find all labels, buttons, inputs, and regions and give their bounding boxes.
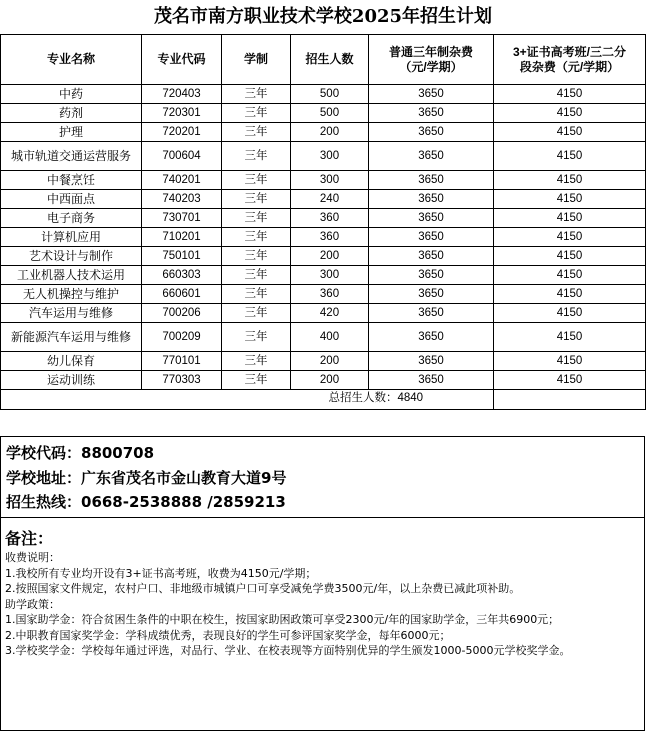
header-fee-cert-line2: 段杂费（元/学期） [519, 59, 620, 74]
table-row [1, 352, 646, 371]
cell-enrollment: 420 [291, 304, 369, 323]
cell-code: 740201 [142, 171, 222, 190]
cell-major: 中西面点 [1, 190, 142, 209]
cell-enrollment: 200 [291, 371, 369, 390]
table-row [1, 304, 646, 323]
cell-duration: 三年 [222, 304, 291, 323]
fee-note-1: 1.我校所有专业均开设有3+证书高考班，收费为4150元/学期； [5, 566, 317, 580]
cell-enrollment: 200 [291, 247, 369, 266]
cell-fee-regular: 3650 [369, 142, 494, 171]
cell-code: 720301 [142, 104, 222, 123]
header-enrollment: 招生人数 [291, 35, 369, 85]
cell-code: 770303 [142, 371, 222, 390]
cell-fee-cert: 4150 [494, 371, 646, 390]
cell-major: 艺术设计与制作 [1, 247, 142, 266]
table-header-row [1, 35, 646, 85]
cell-enrollment: 500 [291, 104, 369, 123]
fee-title: 收费说明： [5, 551, 60, 564]
cell-fee-cert: 4150 [494, 209, 646, 228]
cell-major: 汽车运用与维修 [1, 304, 142, 323]
cell-fee-cert: 4150 [494, 104, 646, 123]
cell-fee-regular: 3650 [369, 228, 494, 247]
table-row [1, 85, 646, 104]
cell-enrollment: 360 [291, 285, 369, 304]
cell-fee-regular: 3650 [369, 171, 494, 190]
cell-code: 740203 [142, 190, 222, 209]
cell-fee-cert: 4150 [494, 142, 646, 171]
cell-enrollment: 200 [291, 352, 369, 371]
total-blank [494, 390, 646, 410]
cell-fee-regular: 3650 [369, 285, 494, 304]
cell-major: 城市轨道交通运营服务 [1, 142, 142, 171]
cell-code: 700209 [142, 323, 222, 352]
table-row [1, 285, 646, 304]
cell-fee-cert: 4150 [494, 171, 646, 190]
notes-block [0, 518, 645, 731]
cell-enrollment: 360 [291, 209, 369, 228]
cell-fee-cert: 4150 [494, 228, 646, 247]
aid-title: 助学政策： [5, 597, 60, 611]
cell-fee-cert: 4150 [494, 266, 646, 285]
notes-heading: 备注： [5, 529, 54, 548]
enrollment-table [0, 34, 646, 410]
cell-fee-regular: 3650 [369, 104, 494, 123]
cell-fee-regular: 3650 [369, 247, 494, 266]
cell-major: 中药 [1, 85, 142, 104]
cell-fee-regular: 3650 [369, 123, 494, 142]
cell-duration: 三年 [222, 104, 291, 123]
page-title: 茂名市南方职业技术学校2025年招生计划 [153, 6, 493, 27]
cell-duration: 三年 [222, 209, 291, 228]
cell-enrollment: 300 [291, 142, 369, 171]
header-major: 专业名称 [1, 35, 142, 85]
cell-enrollment: 300 [291, 266, 369, 285]
header-code: 专业代码 [142, 35, 222, 85]
cell-code: 710201 [142, 228, 222, 247]
cell-enrollment: 400 [291, 323, 369, 352]
header-fee-cert [494, 35, 646, 85]
cell-duration: 三年 [222, 190, 291, 209]
cell-major: 药剂 [1, 104, 142, 123]
cell-code: 660303 [142, 266, 222, 285]
aid-note-1: 1.国家助学金：符合贫困生条件的中职在校生，按国家助困政策可享受2300元/年的国家助学金，三年共6900元； [5, 613, 560, 626]
cell-major: 幼儿保育 [1, 352, 142, 371]
table-row [1, 171, 646, 190]
cell-fee-regular: 3650 [369, 190, 494, 209]
fee-note-2: 2.按照国家文件规定，农村户口、非地级市城镇户口可享受减免学费3500元/年，以上杂费已减此项补助。 [5, 582, 521, 595]
cell-major: 电子商务 [1, 209, 142, 228]
cell-code: 750101 [142, 247, 222, 266]
total-row [1, 390, 646, 410]
cell-code: 700604 [142, 142, 222, 171]
table-row [1, 228, 646, 247]
total-enrollment: 总招生人数：4840 [328, 392, 424, 404]
cell-fee-cert: 4150 [494, 352, 646, 371]
cell-duration: 三年 [222, 228, 291, 247]
cell-major: 无人机操控与维护 [1, 285, 142, 304]
school-address: 学校地址：广东省茂名市金山教育大道9号 [6, 468, 287, 487]
table-row [1, 190, 646, 209]
table-row [1, 371, 646, 390]
header-duration: 学制 [222, 35, 291, 85]
cell-major: 新能源汽车运用与维修 [1, 323, 142, 352]
cell-duration: 三年 [222, 285, 291, 304]
table-row [1, 266, 646, 285]
table-row [1, 123, 646, 142]
cell-enrollment: 300 [291, 171, 369, 190]
cell-fee-regular: 3650 [369, 209, 494, 228]
header-fee-regular [369, 35, 494, 85]
cell-fee-regular: 3650 [369, 85, 494, 104]
cell-duration: 三年 [222, 247, 291, 266]
cell-code: 700206 [142, 304, 222, 323]
cell-major: 计算机应用 [1, 228, 142, 247]
cell-duration: 三年 [222, 323, 291, 352]
cell-fee-cert: 4150 [494, 123, 646, 142]
cell-code: 660601 [142, 285, 222, 304]
cell-code: 720403 [142, 85, 222, 104]
table-row [1, 104, 646, 123]
table-row [1, 142, 646, 171]
cell-fee-cert: 4150 [494, 285, 646, 304]
cell-enrollment: 500 [291, 85, 369, 104]
cell-duration: 三年 [222, 123, 291, 142]
school-code: 学校代码：8800708 [6, 444, 155, 462]
cell-enrollment: 240 [291, 190, 369, 209]
cell-duration: 三年 [222, 171, 291, 190]
cell-fee-cert: 4150 [494, 190, 646, 209]
cell-fee-cert: 4150 [494, 85, 646, 104]
cell-code: 770101 [142, 352, 222, 371]
cell-duration: 三年 [222, 352, 291, 371]
table-row [1, 323, 646, 352]
cell-fee-regular: 3650 [369, 352, 494, 371]
aid-note-3: 3.学校奖学金：学校每年通过评选，对品行、学业、在校表现等方面特别优异的学生颁发1000-5000元学校奖学金。 [5, 644, 571, 657]
header-fee-regular-line1: 普通三年制杂费 [388, 44, 473, 59]
header-fee-regular-line2: （元/学期） [399, 59, 463, 74]
cell-duration: 三年 [222, 142, 291, 171]
cell-code: 720201 [142, 123, 222, 142]
cell-duration: 三年 [222, 85, 291, 104]
cell-major: 中餐烹饪 [1, 171, 142, 190]
header-fee-cert-line1: 3+证书高考班/三二分 [512, 44, 627, 59]
cell-major: 运动训练 [1, 371, 142, 390]
cell-major: 工业机器人技术运用 [1, 266, 142, 285]
cell-fee-regular: 3650 [369, 266, 494, 285]
cell-fee-regular: 3650 [369, 371, 494, 390]
cell-duration: 三年 [222, 266, 291, 285]
cell-enrollment: 360 [291, 228, 369, 247]
table-row [1, 247, 646, 266]
cell-fee-cert: 4150 [494, 304, 646, 323]
cell-fee-regular: 3650 [369, 323, 494, 352]
cell-major: 护理 [1, 123, 142, 142]
cell-duration: 三年 [222, 371, 291, 390]
aid-note-2: 2.中职教育国家奖学金：学科成绩优秀，表现良好的学生可参评国家奖学金，每年6000元； [5, 628, 451, 642]
table-row [1, 209, 646, 228]
cell-fee-cert: 4150 [494, 323, 646, 352]
cell-code: 730701 [142, 209, 222, 228]
total-cell [328, 390, 494, 410]
cell-fee-cert: 4150 [494, 247, 646, 266]
cell-enrollment: 200 [291, 123, 369, 142]
school-info-block [0, 436, 645, 518]
admission-hotline: 招生热线：0668-2538888 /2859213 [6, 493, 286, 511]
total-spacer [1, 390, 369, 410]
cell-fee-regular: 3650 [369, 304, 494, 323]
